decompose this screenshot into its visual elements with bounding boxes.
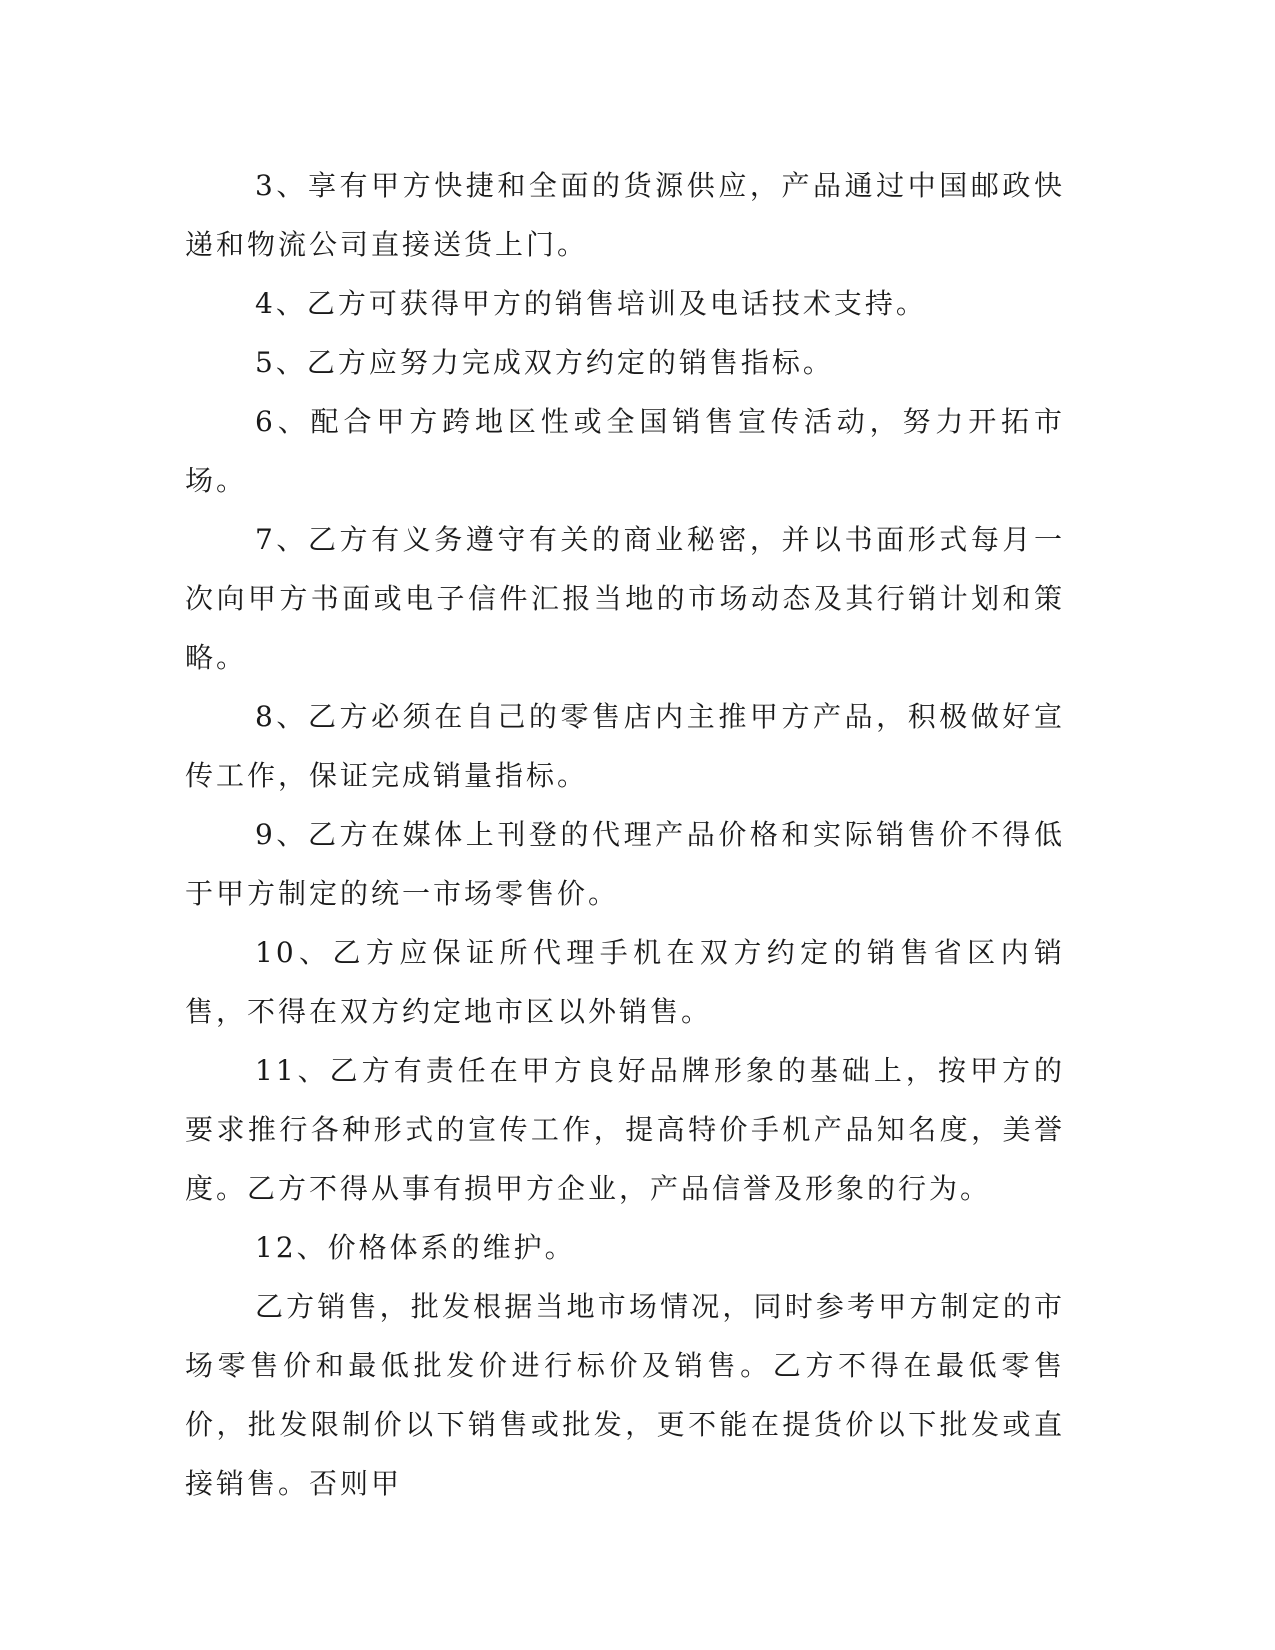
paragraph-item-3: 3、享有甲方快捷和全面的货源供应，产品通过中国邮政快递和物流公司直接送货上门。 bbox=[185, 169, 1065, 261]
paragraph-item-7: 7、乙方有义务遵守有关的商业秘密，并以书面形式每月一次向甲方书面或电子信件汇报当地的市场动态及其行销计划和策略。 bbox=[185, 523, 1065, 674]
paragraph-item-4: 4、乙方可获得甲方的销售培训及电话技术支持。 bbox=[255, 287, 927, 320]
document-body bbox=[185, 156, 1065, 1513]
paragraph-item-5: 5、乙方应努力完成双方约定的销售指标。 bbox=[255, 346, 834, 379]
paragraph-item-9: 9、乙方在媒体上刊登的代理产品价格和实际销售价不得低于甲方制定的统一市场零售价。 bbox=[185, 818, 1065, 910]
paragraph-item-6: 6、配合甲方跨地区性或全国销售宣传活动，努力开拓市场。 bbox=[185, 405, 1065, 497]
paragraph-price-policy: 乙方销售，批发根据当地市场情况，同时参考甲方制定的市场零售价和最低批发价进行标价及销售。乙方不得在最低零售价，批发限制价以下销售或批发，更不能在提货价以下批发或直接销售。否则甲 bbox=[185, 1290, 1065, 1500]
paragraph-item-11: 11、乙方有责任在甲方良好品牌形象的基础上，按甲方的要求推行各种形式的宣传工作，提高特价手机产品知名度，美誉度。乙方不得从事有损甲方企业，产品信誉及形象的行为。 bbox=[185, 1054, 1065, 1205]
paragraph-item-10: 10、乙方应保证所代理手机在双方约定的销售省区内销售，不得在双方约定地市区以外销售。 bbox=[185, 936, 1065, 1028]
paragraph-item-12: 12、价格体系的维护。 bbox=[255, 1231, 576, 1264]
paragraph-item-8: 8、乙方必须在自己的零售店内主推甲方产品，积极做好宣传工作，保证完成销量指标。 bbox=[185, 700, 1065, 792]
